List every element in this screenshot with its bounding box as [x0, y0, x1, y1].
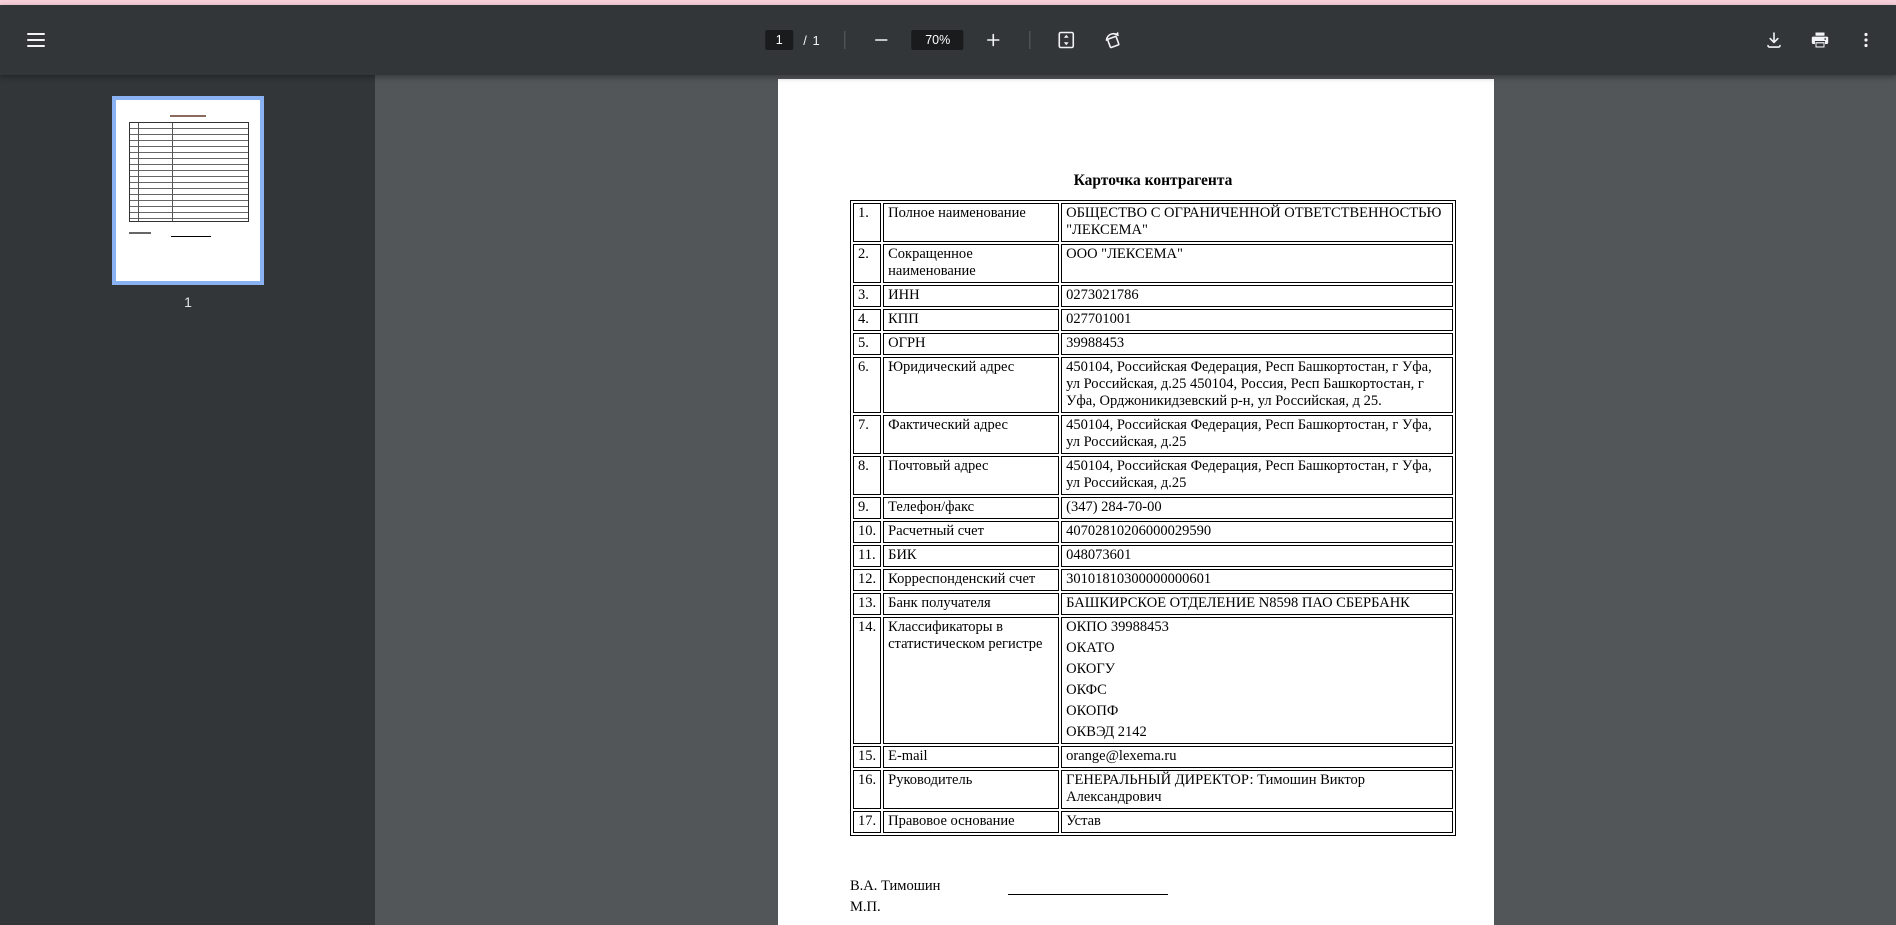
signature-line — [1008, 881, 1168, 895]
page-total-label: / 1 — [803, 32, 821, 48]
row-value: 450104, Российская Федерация, Респ Башкортостан, г Уфа, ул Российская, д.25 — [1061, 456, 1453, 495]
download-button[interactable] — [1756, 22, 1792, 58]
row-number: 14. — [853, 617, 881, 744]
table-row — [853, 770, 1453, 809]
plus-icon — [986, 32, 1002, 48]
table-row — [853, 456, 1453, 495]
zoom-in-button[interactable] — [976, 22, 1012, 58]
row-label: БИК — [883, 545, 1059, 567]
more-options-button[interactable] — [1848, 22, 1884, 58]
row-value: ОБЩЕСТВО С ОГРАНИЧЕННОЙ ОТВЕТСТВЕННОСТЬЮ "ЛЕКСЕМА" — [1061, 203, 1453, 242]
row-label: Правовое основание — [883, 811, 1059, 833]
row-label: Почтовый адрес — [883, 456, 1059, 495]
classifier-line: ОКАТО — [1066, 640, 1115, 656]
row-label: Корреспонденский счет — [883, 569, 1059, 591]
thumbnail-miniature-table — [129, 122, 249, 222]
row-value: Устав — [1061, 811, 1453, 833]
table-row — [853, 497, 1453, 519]
pdf-toolbar — [0, 5, 1896, 75]
table-row — [853, 333, 1453, 355]
rotate-counterclockwise-icon — [1103, 30, 1123, 50]
menu-icon — [27, 33, 45, 47]
classifier-line: ОКОПФ — [1066, 703, 1119, 719]
row-label: КПП — [883, 309, 1059, 331]
signature-name: В.А. Тимошин — [850, 878, 941, 894]
row-number: 16. — [853, 770, 881, 809]
pdf-page — [778, 79, 1494, 925]
row-number: 4. — [853, 309, 881, 331]
row-value: 0273021786 — [1061, 285, 1453, 307]
row-number: 10. — [853, 521, 881, 543]
thumbnail-miniature-signature — [129, 232, 151, 234]
page-thumbnail[interactable] — [112, 96, 264, 285]
document-title: Карточка контрагента — [1073, 172, 1233, 189]
row-label: E-mail — [883, 746, 1059, 768]
row-number: 17. — [853, 811, 881, 833]
table-row — [853, 203, 1453, 242]
stamp-label: М.П. — [850, 899, 881, 915]
row-number: 8. — [853, 456, 881, 495]
print-icon — [1810, 30, 1830, 50]
row-value — [1061, 617, 1453, 744]
table-row — [853, 244, 1453, 283]
three-dot-menu-icon — [1857, 31, 1875, 49]
thumbnail-sidebar — [0, 75, 375, 925]
classifier-line: ОКОГУ — [1066, 661, 1116, 677]
counterparty-table — [850, 200, 1456, 836]
row-label: Классификаторы в статистическом регистре — [883, 617, 1059, 744]
page-number-input[interactable] — [765, 30, 793, 50]
classifier-line: ОКФС — [1066, 682, 1107, 698]
rotate-button[interactable] — [1095, 22, 1131, 58]
toolbar-divider — [845, 31, 846, 49]
table-row — [853, 309, 1453, 331]
print-button[interactable] — [1802, 22, 1838, 58]
thumbnail-miniature-title — [170, 115, 206, 117]
row-number: 13. — [853, 593, 881, 615]
row-number: 15. — [853, 746, 881, 768]
row-number: 7. — [853, 415, 881, 454]
row-value: (347) 284-70-00 — [1061, 497, 1453, 519]
table-row — [853, 285, 1453, 307]
classifier-line: ОКПО 39988453 — [1066, 619, 1169, 635]
row-number: 11. — [853, 545, 881, 567]
row-value: ГЕНЕРАЛЬНЫЙ ДИРЕКТОР: Тимошин Виктор Александрович — [1061, 770, 1453, 809]
row-label: Фактический адрес — [883, 415, 1059, 454]
row-value: 450104, Российская Федерация, Респ Башкортостан, г Уфа, ул Российская, д.25 450104, Россия, Респ Башкортостан, г Уфа, Орджоникидзевский р-н, ул Российская, д 25. — [1061, 357, 1453, 413]
table-row — [853, 521, 1453, 543]
row-label: Телефон/факс — [883, 497, 1059, 519]
row-value: ООО "ЛЕКСЕМА" — [1061, 244, 1453, 283]
thumbnail-page-number: 1 — [184, 294, 192, 310]
row-label: Сокращенное наименование — [883, 244, 1059, 283]
row-label: Банк получателя — [883, 593, 1059, 615]
row-value: orange@lexema.ru — [1061, 746, 1453, 768]
classifier-line: ОКВЭД 2142 — [1066, 724, 1147, 740]
minus-icon — [874, 32, 890, 48]
table-row — [853, 545, 1453, 567]
table-row — [853, 569, 1453, 591]
row-value: БАШКИРСКОЕ ОТДЕЛЕНИЕ N8598 ПАО СБЕРБАНК — [1061, 593, 1453, 615]
row-label: Полное наименование — [883, 203, 1059, 242]
thumbnail-miniature-line — [171, 236, 211, 237]
download-icon — [1764, 30, 1784, 50]
row-value: 39988453 — [1061, 333, 1453, 355]
row-number: 1. — [853, 203, 881, 242]
table-row — [853, 811, 1453, 833]
row-number: 5. — [853, 333, 881, 355]
row-number: 2. — [853, 244, 881, 283]
pdf-scroll-area[interactable] — [375, 75, 1896, 925]
row-value: 40702810206000029590 — [1061, 521, 1453, 543]
row-label: Юридический адрес — [883, 357, 1059, 413]
row-label: Руководитель — [883, 770, 1059, 809]
row-label: Расчетный счет — [883, 521, 1059, 543]
row-value: 027701001 — [1061, 309, 1453, 331]
row-number: 6. — [853, 357, 881, 413]
zoom-level-input[interactable] — [912, 30, 964, 50]
table-row — [853, 415, 1453, 454]
row-label: ОГРН — [883, 333, 1059, 355]
toolbar-divider — [1030, 31, 1031, 49]
row-number: 12. — [853, 569, 881, 591]
row-value: 048073601 — [1061, 545, 1453, 567]
row-number: 3. — [853, 285, 881, 307]
row-value: 30101810300000000601 — [1061, 569, 1453, 591]
fit-page-icon — [1057, 30, 1077, 50]
row-number: 9. — [853, 497, 881, 519]
table-row — [853, 617, 1453, 744]
counterparty-table-body — [853, 203, 1453, 833]
fit-to-page-button[interactable] — [1049, 22, 1085, 58]
table-row — [853, 593, 1453, 615]
table-row — [853, 357, 1453, 413]
toolbar-center-controls — [765, 5, 1130, 75]
document-footer — [850, 878, 1456, 916]
row-label: ИНН — [883, 285, 1059, 307]
menu-button[interactable] — [18, 22, 54, 58]
viewer-content — [0, 75, 1896, 925]
toolbar-right-controls — [1756, 22, 1896, 58]
row-value: 450104, Российская Федерация, Респ Башкортостан, г Уфа, ул Российская, д.25 — [1061, 415, 1453, 454]
zoom-out-button[interactable] — [864, 22, 900, 58]
table-row — [853, 746, 1453, 768]
